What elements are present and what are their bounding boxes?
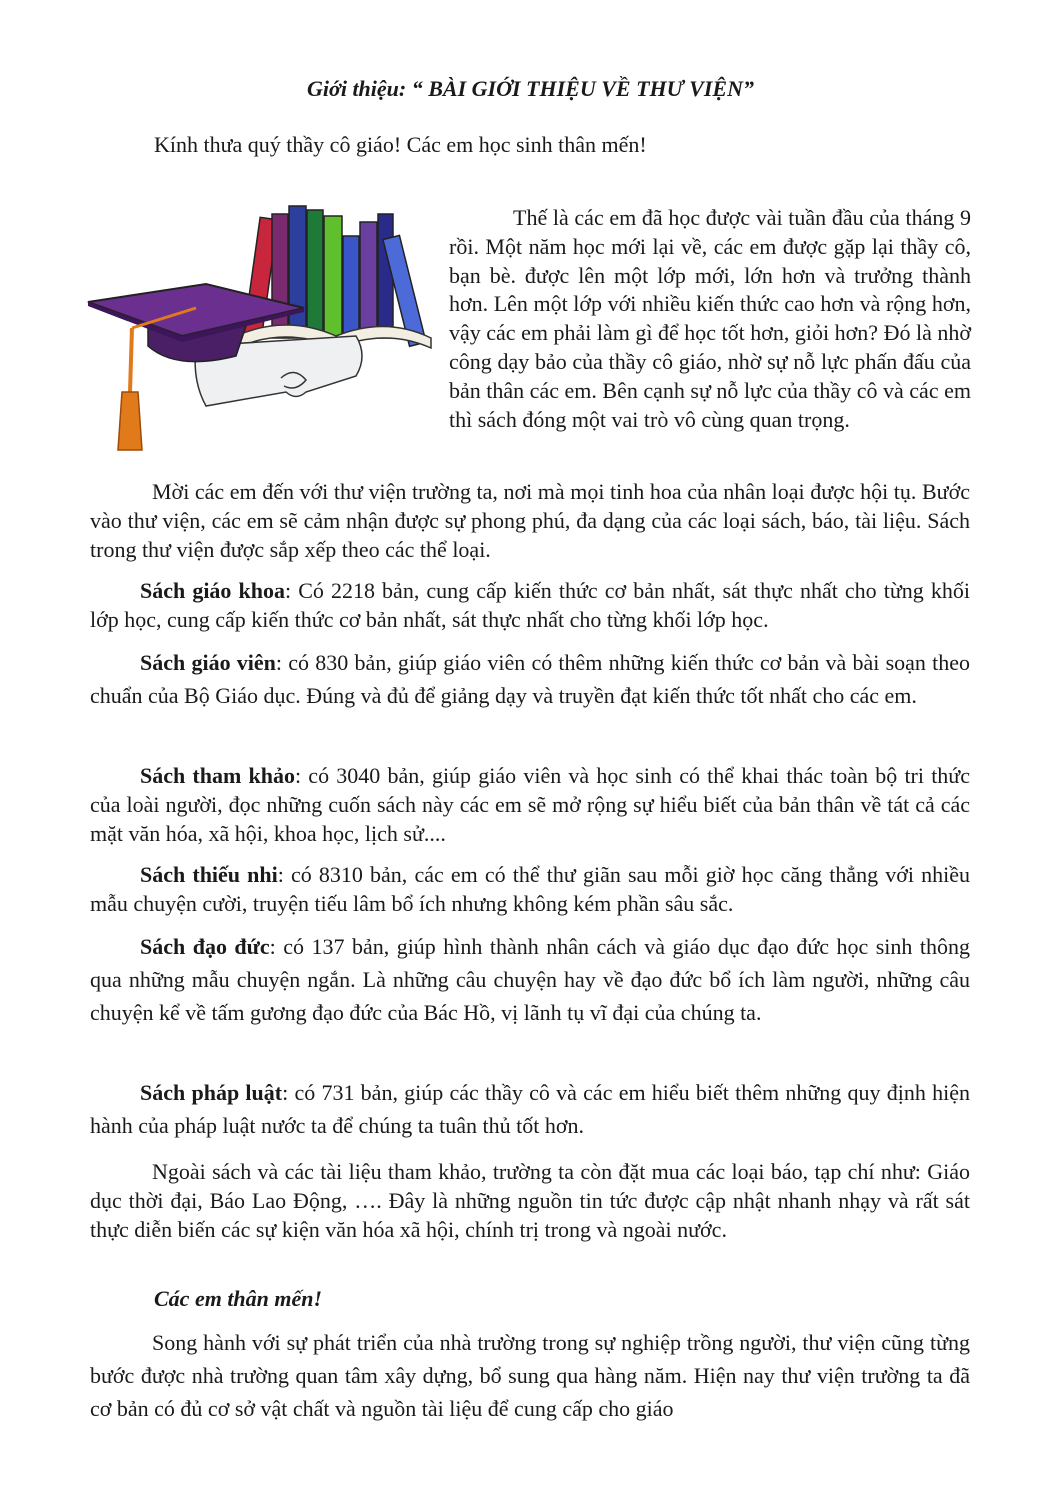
category-teacher-books	[90, 646, 970, 712]
intro-paragraph: Thế là các em đã học được vài tuần đầu của tháng 9 rồi. Một năm học mới lại về, các em được gặp lại thầy cô, bạn bè. được lên một lớp mới, lớn hơn và trưởng thành hơn. Lên một lớp với nhiều kiến thức cao hơn và rộng hơn, vậy các em phải làm gì để học tốt hơn, giỏi hơn? Đó là nhờ công dạy bảo của thầy cô giáo, nhờ sự nỗ lực phấn đấu của bản thân các em. Bên cạnh sự nỗ lực của thầy cô và các em thì sách đóng một vai trò vô cùng quan trọng.	[449, 205, 971, 432]
category-text: : có 731 bản, giúp các thầy cô và các em hiểu biết thêm những quy định hiện hành của pháp luật nước ta để chúng ta tuân thủ tốt hơn.	[90, 1080, 970, 1138]
category-name: Sách thiếu nhi	[140, 862, 278, 887]
category-name: Sách giáo viên	[140, 650, 276, 675]
category-text: : Có 2218 bản, cung cấp kiến thức cơ bản nhất, sát thực nhất cho từng khối lớp học, cung cấp kiến thức cơ bản nhất, sát thực nhất cho từng khối lớp học.	[90, 578, 970, 632]
category-children-books	[90, 860, 970, 918]
book-8	[378, 214, 393, 338]
category-name: Sách tham khảo	[140, 763, 295, 788]
book-7	[360, 222, 377, 338]
category-text: : có 137 bản, giúp hình thành nhân cách và giáo dục đạo đức học sinh thông qua những mẫu chuyện ngắn. Là những câu chuyện hay về đạo đức bổ ích làm người, những câu chuyện kể về tấm gương đạo đức của Bác Hồ, vị lãnh tụ vĩ đại của chúng ta.	[90, 934, 970, 1025]
book-2	[272, 214, 288, 338]
book-5	[324, 216, 342, 338]
graduation-cap-books-icon	[86, 196, 436, 458]
greeting: Kính thưa quý thầy cô giáo! Các em học sinh thân mến!	[154, 132, 647, 157]
category-text: : có 8310 bản, các em có thể thư giãn sau mỗi giờ học căng thẳng với nhiều mẫu chuyện cười, truyện tiếu lâm bổ ích nhưng không kém phần sâu sắc.	[90, 862, 970, 916]
book-3	[289, 206, 306, 338]
category-ethics-books	[90, 930, 970, 1029]
tassel	[118, 392, 142, 450]
newspapers-paragraph: Ngoài sách và các tài liệu tham khảo, trường ta còn đặt mua các loại báo, tạp chí như: Giáo dục thời đại, Báo Lao Động, …. Đây là những nguồn tin tức được cập nhật nhanh nhạy và rất sát thực diễn biến các sự kiện văn hóa xã hội, chính trị trong và ngoài nước.	[90, 1159, 970, 1242]
book-4	[307, 210, 323, 338]
category-name: Sách đạo đức	[140, 934, 270, 959]
category-name: Sách pháp luật	[140, 1080, 283, 1105]
category-textbooks	[90, 576, 970, 634]
invite-paragraph: Mời các em đến với thư viện trường ta, nơi mà mọi tinh hoa của nhân loại được hội tụ. Bước vào thư viện, các em sẽ cảm nhận được sự phong phú, đa dạng của các loại sách, báo, tài liệu. Sách trong thư viện được sắp xếp theo các thể loại.	[90, 479, 970, 562]
page-title: Giới thiệu: “ BÀI GIỚI THIỆU VỀ THƯ VIỆN”	[307, 76, 754, 101]
category-text: : có 830 bản, giúp giáo viên có thêm những kiến thức cơ bản và bài soạn theo chuẩn của Bộ Giáo dục. Đúng và đủ để giảng dạy và truyền đạt kiến thức tốt nhất cho các em.	[90, 650, 970, 708]
closing-paragraph: Song hành với sự phát triển của nhà trường trong sự nghiệp trồng người, thư viện cũng từng bước được nhà trường quan tâm xây dựng, bổ sung qua hàng năm. Hiện nay thư viện trường ta đã cơ bản có đủ cơ sở vật chất và nguồn tài liệu để cung cấp cho giáo	[90, 1330, 970, 1421]
category-text: : có 3040 bản, giúp giáo viên và học sinh có thể khai thác toàn bộ tri thức của loài người, đọc những cuốn sách này các em sẽ mở rộng sự hiểu biết của bản thân về tát cả các mặt văn hóa, xã hội, khoa học, lịch sử....	[90, 763, 970, 846]
category-law-books	[90, 1076, 970, 1142]
category-reference-books	[90, 761, 970, 848]
category-name: Sách giáo khoa	[140, 578, 285, 603]
book-6	[343, 236, 359, 338]
dear-heading: Các em thân mến!	[154, 1286, 323, 1311]
